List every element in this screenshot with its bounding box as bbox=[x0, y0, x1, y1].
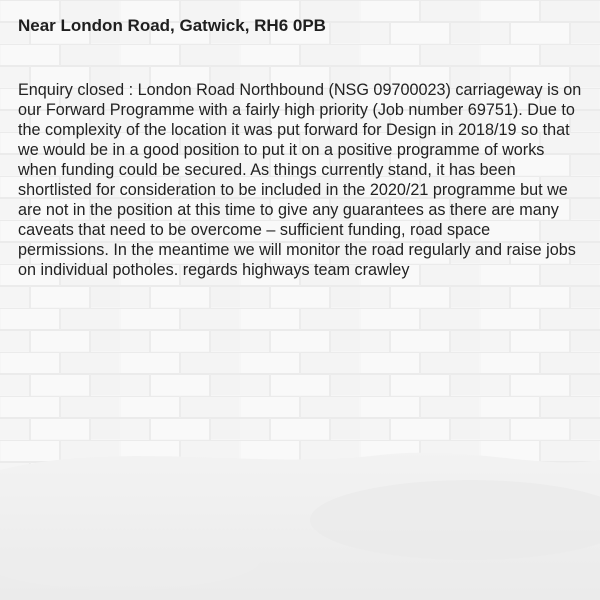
enquiry-message: Enquiry closed : London Road Northbound (NSG 09700023) carriageway is on our Forward Programme with a fairly high priority (Job number 69751). Due to the complexity of the location it was put forward for Design in 2018/19 so that we would be in a good position to put it on a positive programme of works when funding could be secured. As things currently stand, it has been shortlisted for consideration to be included in the 2020/21 programme but we are not in the position at this time to give any guarantees as there are many caveats that need to be overcome – sufficient funding, road space permissions. In the meantime we will monitor the road regularly and raise jobs on individual potholes. regards highways team crawley bbox=[18, 81, 582, 279]
location-heading: Near London Road, Gatwick, RH6 0PB bbox=[18, 16, 326, 35]
